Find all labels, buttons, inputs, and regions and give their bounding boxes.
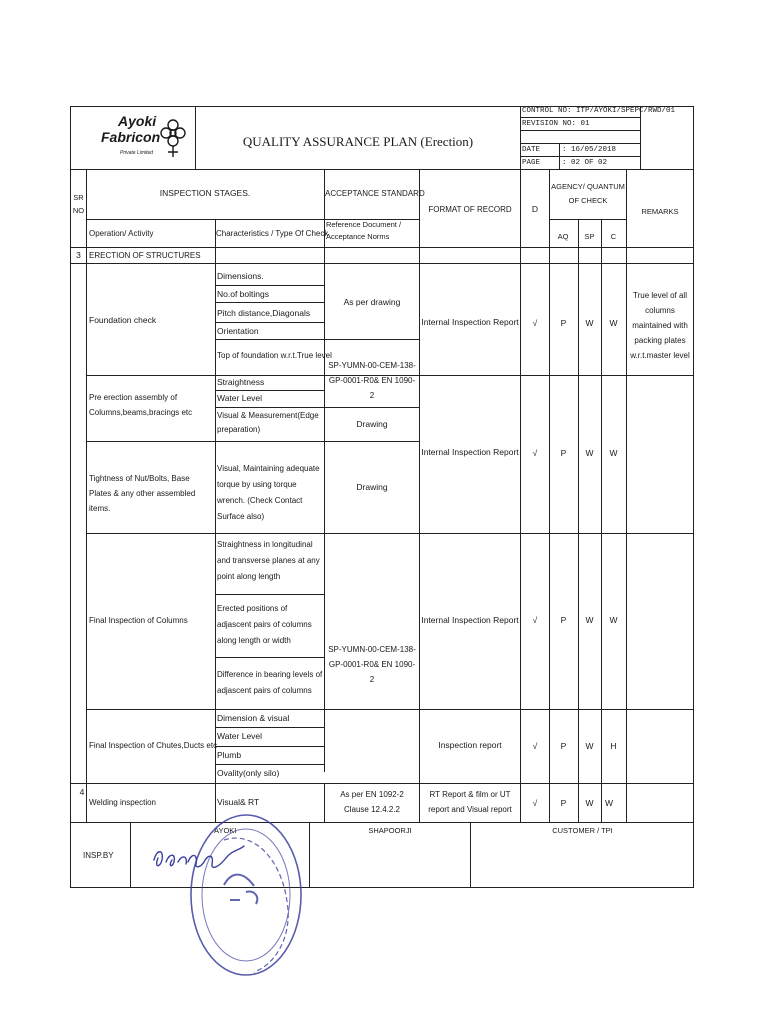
chutes-check-line-1	[215, 727, 324, 728]
foundation-aq: P	[560, 318, 567, 328]
footer-customer: CUSTOMER / TPI	[552, 826, 613, 835]
chutes-check-4: Ovality(only silo)	[217, 768, 280, 778]
pre-erection-check-2: Water Level	[217, 393, 263, 403]
footer-shapoorji: SHAPOORJI	[368, 826, 412, 835]
tightness-sp: W	[585, 448, 594, 458]
header-line-1	[520, 117, 640, 118]
tightness-aq: P	[560, 448, 567, 458]
welding-record: RT Report & film or UT report and Visual report	[428, 790, 512, 814]
welding-number: 4	[79, 787, 85, 797]
header-bottom-line	[70, 169, 694, 170]
welding-sp: W	[585, 798, 594, 808]
col-reference-document: Reference Document / Acceptance Norms	[326, 220, 402, 241]
pre-erection-check-line-2	[215, 407, 420, 408]
foundation-remarks: True level of all columns maintained with packing plates w.r.t.master level	[630, 291, 690, 360]
final-columns-sp: W	[585, 615, 594, 625]
foundation-sp: W	[585, 318, 594, 328]
vline-aq	[578, 219, 579, 822]
col-operation: Operation/ Activity	[89, 229, 154, 238]
welding-c: W	[604, 798, 614, 808]
foundation-acceptance-split	[324, 339, 420, 340]
document-title: QUALITY ASSURANCE PLAN (Erection)	[242, 134, 474, 149]
vline-sr	[86, 169, 87, 822]
pre-erection-acceptance: Drawing	[356, 419, 388, 429]
final-columns-acceptance: SP-YUMN-00-CEM-138-GP-0001-R0& EN 1090-2	[328, 645, 416, 684]
company-seal-stamp-icon	[184, 800, 314, 985]
chutes-check-1: Dimension & visual	[217, 713, 290, 723]
col-agency: AGENCY/ QUANTUM OF CHECK	[551, 182, 625, 205]
col-acceptance-standard: ACCEPTANCE STANDARD	[325, 189, 425, 198]
col-remarks: REMARKS	[641, 207, 679, 216]
final-columns-check-2: Erected positions of adjascent pairs of columns along length or width	[217, 604, 312, 645]
vline-record	[520, 169, 521, 822]
section-number: 3	[76, 250, 81, 260]
pre-erection-check-1: Straightness	[217, 377, 265, 387]
chutes-check-line-3	[215, 764, 324, 765]
vline-d	[549, 169, 550, 822]
company-tagline: Private Limited	[120, 150, 154, 156]
final-columns-check-line-1	[215, 594, 324, 595]
vline-acceptance	[419, 169, 420, 822]
foundation-check-1: Dimensions.	[217, 271, 264, 281]
chutes-check-line-2	[215, 746, 324, 747]
chutes-d: √	[532, 741, 538, 751]
company-name-line2: Fabricon	[101, 129, 161, 145]
final-columns-aq: P	[560, 615, 567, 625]
col-format-of-record: FORMAT OF RECORD	[428, 205, 512, 214]
row-sep-welding	[70, 822, 694, 823]
foundation-check-5: Top of foundation w.r.t.True level	[217, 351, 332, 360]
final-columns-check-3: Difference in bearing levels of adjascent pairs of columns	[217, 670, 323, 695]
chutes-aq: P	[560, 741, 567, 751]
footer-ayoki: AYOKI	[214, 826, 237, 835]
page-value: : 02 OF 02	[562, 159, 608, 167]
pre-erection-check-3: Visual & Measurement(Edge preparation)	[217, 411, 319, 434]
foundation-check-line-1	[215, 285, 324, 286]
col-sr: SR	[73, 193, 84, 202]
chutes-check-2: Water Level	[217, 731, 263, 741]
col-characteristics: Characteristics / Type Of Check	[216, 229, 329, 238]
section-title: ERECTION OF STRUCTURES	[89, 251, 201, 260]
revision-number: REVISION NO: 01	[522, 120, 590, 128]
chutes-activity: Final Inspection of Chutes,Ducts etc	[89, 741, 218, 750]
final-columns-record: Internal Inspection Report	[421, 615, 519, 625]
welding-aq: P	[560, 798, 567, 808]
tightness-d: √	[532, 448, 538, 458]
foundation-d: √	[532, 318, 538, 328]
final-columns-check-1: Straightness in longitudinal and transverse planes at any point along length	[217, 540, 320, 581]
col-c: C	[610, 232, 617, 241]
tightness-record: Internal Inspection Report	[421, 447, 519, 457]
header-line-4	[520, 156, 640, 157]
header-control-divider	[520, 106, 521, 169]
company-name-line1: Ayoki	[118, 113, 157, 129]
pre-erection-activity: Pre erection assembly of Columns,beams,bracings etc	[89, 393, 193, 417]
row-sep-chutes	[70, 783, 694, 784]
chutes-sp: W	[585, 741, 594, 751]
date-label: DATE	[522, 146, 541, 154]
date-value: : 16/05/2018	[562, 146, 617, 154]
page-label: PAGE	[522, 159, 541, 167]
tightness-check: Visual, Maintaining adequate torque by using torque wrench. (Check Contact Surface also)	[217, 464, 320, 521]
foundation-activity: Foundation check	[89, 315, 157, 325]
foundation-acceptance-2: SP-YUMN-00-CEM-138-GP-0001-R0& EN 1090-2	[328, 361, 416, 400]
welding-check-divider	[324, 783, 325, 822]
tightness-acceptance: Drawing	[356, 482, 388, 492]
welding-check: Visual& RT	[217, 797, 260, 807]
control-number: CONTROL NO: ITP/AYOKI/SPEPC/RWD/01	[522, 107, 676, 115]
final-columns-activity: Final Inspection of Columns	[89, 616, 188, 625]
foundation-record: Internal Inspection Report	[421, 317, 519, 327]
header-date-divider	[559, 143, 560, 169]
foundation-acceptance-1: As per drawing	[343, 297, 401, 307]
foundation-c: W	[609, 318, 618, 328]
col-aq: AQ	[557, 232, 569, 241]
tightness-c: W	[609, 448, 618, 458]
foundation-check-4: Orientation	[217, 326, 259, 336]
vline-sp	[601, 219, 602, 822]
foundation-check-line-4	[215, 339, 324, 340]
welding-acceptance: As per EN 1092-2 Clause 12.4.2.2	[340, 790, 404, 814]
col-inspection-stages: INSPECTION STAGES.	[159, 188, 251, 198]
chutes-check-3: Plumb	[217, 750, 242, 760]
final-columns-c: W	[609, 615, 618, 625]
chutes-acceptance-top	[324, 709, 420, 710]
tightness-acceptance-top	[324, 441, 420, 442]
insp-by-label: INSP.BY	[83, 851, 114, 860]
foundation-check-line-3	[215, 322, 324, 323]
row-sep-tightness	[86, 533, 694, 534]
vline-c	[626, 169, 627, 822]
tightness-activity: Tightness of Nut/Bolts, Base Plates & any other assembled items.	[89, 474, 196, 513]
header-line-3	[520, 143, 640, 144]
final-columns-d: √	[532, 615, 538, 625]
chutes-record: Inspection report	[438, 740, 502, 750]
col-d: D	[531, 204, 539, 214]
chutes-c: H	[610, 741, 617, 751]
colhead-agency-split	[549, 219, 626, 220]
col-sp: SP	[584, 232, 595, 241]
header-line-2	[520, 130, 640, 131]
company-logo-icon	[160, 117, 186, 161]
footer-divider-1	[130, 822, 131, 888]
foundation-check-line-2	[215, 302, 324, 303]
pre-erection-check-line-1	[215, 390, 324, 391]
final-columns-check-line-2	[215, 657, 324, 658]
col-no: NO	[72, 206, 85, 215]
welding-d: √	[532, 798, 538, 808]
vline-activity	[215, 219, 216, 822]
welding-activity: Welding inspection	[89, 798, 157, 807]
foundation-check-3: Pitch distance,Diagonals	[217, 308, 311, 318]
foundation-check-2: No.of boltings	[217, 289, 269, 299]
vline-characteristics	[324, 169, 325, 772]
